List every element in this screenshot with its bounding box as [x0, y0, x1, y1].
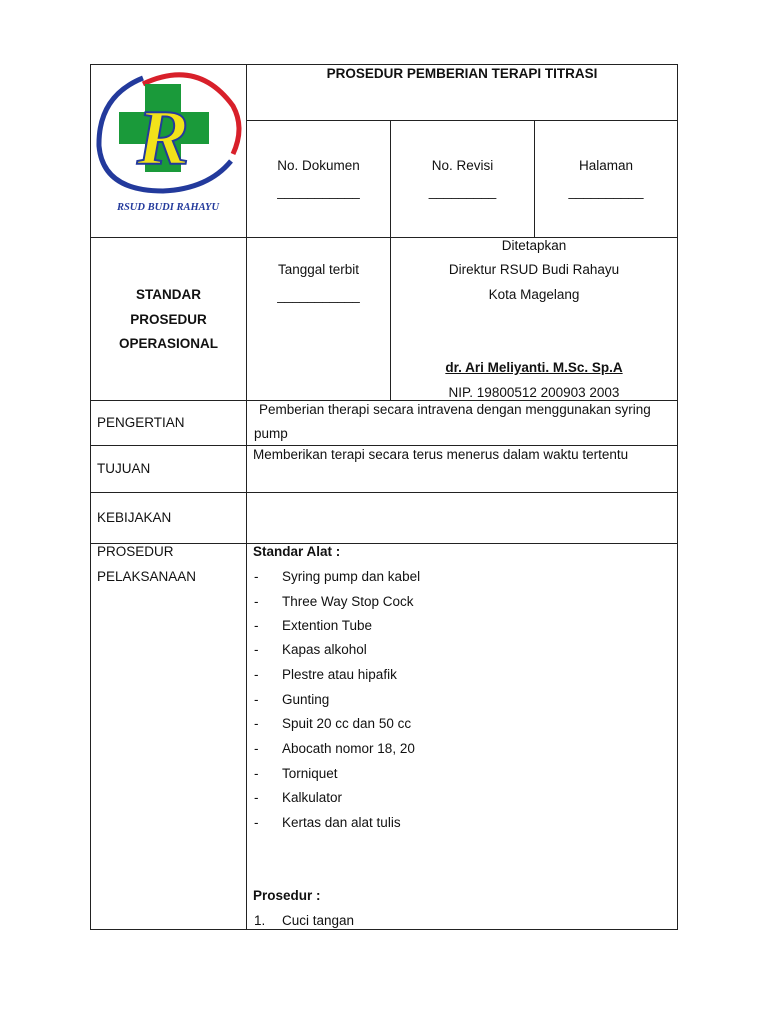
alat-item-text: Extention Tube	[282, 618, 373, 633]
prosedur-label-cell	[90, 543, 247, 930]
bullet-dash: -	[254, 594, 259, 609]
direktur-title: Direktur RSUD Budi Rahayu	[448, 262, 620, 277]
alat-item-text: Plestre atau hipafik	[282, 667, 397, 682]
no-dokumen-label: No. Dokumen	[277, 158, 360, 173]
pengertian-label: PENGERTIAN	[97, 415, 185, 430]
prosedur-heading: Prosedur :	[253, 888, 321, 903]
no-dokumen-value: ___________	[277, 184, 360, 199]
alat-item-text: Gunting	[282, 692, 330, 707]
sop-label-line2: PROSEDUR	[130, 312, 207, 327]
halaman-label: Halaman	[578, 158, 634, 173]
kebijakan-text-cell	[246, 492, 678, 544]
sop-label-line3: OPERASIONAL	[118, 336, 218, 351]
bullet-dash: -	[254, 815, 259, 830]
bullet-dash: -	[254, 790, 259, 805]
tanggal-terbit-value: ___________	[277, 288, 360, 303]
bullet-dash: -	[254, 766, 259, 781]
prosedur-label-line2: PELAKSANAAN	[97, 569, 197, 584]
logo-text: RSUD BUDI RAHAYU	[116, 202, 220, 213]
kebijakan-label: KEBIJAKAN	[97, 510, 172, 525]
alat-item-text: Abocath nomor 18, 20	[282, 741, 415, 756]
bullet-dash: -	[254, 692, 259, 707]
bullet-dash: -	[254, 716, 259, 731]
alat-item-text: Syring pump dan kabel	[282, 569, 421, 584]
document-title: PROSEDUR PEMBERIAN TERAPI TITRASI	[326, 66, 598, 81]
step-number: 1.	[254, 913, 266, 928]
ditetapkan-label: Ditetapkan	[501, 238, 567, 253]
bullet-dash: -	[254, 741, 259, 756]
no-revisi-cell	[390, 120, 535, 238]
standar-alat-heading: Standar Alat :	[253, 544, 341, 559]
tujuan-text: Memberikan terapi secara terus menerus dalam waktu tertentu	[253, 447, 629, 462]
tujuan-label: TUJUAN	[97, 461, 151, 476]
bullet-dash: -	[254, 642, 259, 657]
signatory-nip: NIP. 19800512 200903 2003	[448, 385, 620, 400]
alat-item-text: Kalkulator	[282, 790, 343, 805]
pengertian-text-line2: pump	[254, 426, 288, 441]
alat-item-text: Spuit 20 cc dan 50 cc	[282, 716, 412, 731]
prosedur-label-line1: PROSEDUR	[97, 544, 174, 559]
kota-name: Kota Magelang	[488, 287, 580, 302]
no-revisi-value: _________	[428, 184, 497, 199]
bullet-dash: -	[254, 618, 259, 633]
bullet-dash: -	[254, 667, 259, 682]
step-text: Cuci tangan	[282, 913, 355, 928]
hospital-logo	[93, 66, 243, 216]
no-revisi-label: No. Revisi	[431, 158, 494, 173]
alat-item-text: Torniquet	[282, 766, 338, 781]
bullet-dash: -	[254, 569, 259, 584]
alat-item-text: Kertas dan alat tulis	[282, 815, 401, 830]
logo-r-letter: R	[136, 94, 190, 181]
halaman-value: __________	[568, 184, 644, 199]
tanggal-terbit-label: Tanggal terbit	[277, 262, 360, 277]
alat-item-text: Kapas alkohol	[282, 642, 367, 657]
alat-item-text: Three Way Stop Cock	[282, 594, 414, 609]
sop-label-line1: STANDAR	[136, 287, 201, 302]
no-dokumen-cell	[246, 120, 391, 238]
halaman-cell	[534, 120, 678, 238]
signatory-name: dr. Ari Meliyanti. M.Sc. Sp.A	[445, 360, 623, 375]
pengertian-text-line1: Pemberian therapi secara intravena dengan menggunakan syring	[259, 402, 651, 417]
